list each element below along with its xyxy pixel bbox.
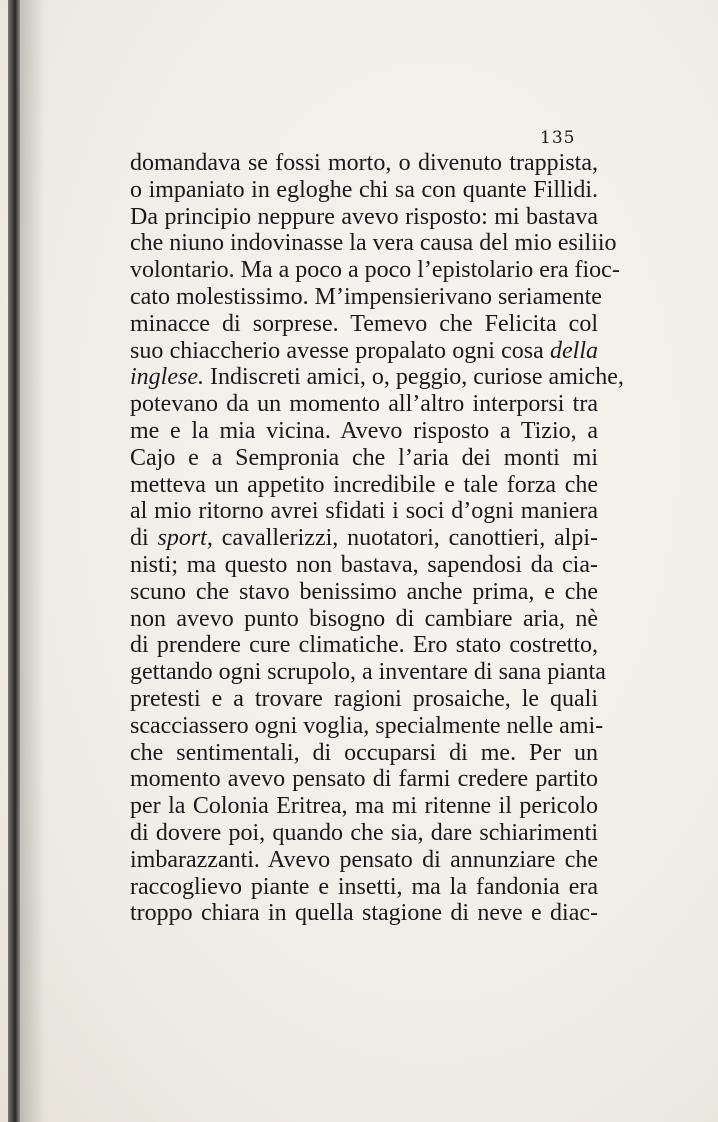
text-line — [130, 230, 617, 257]
text-segment: Cajo e a Sempronia che l’aria dei monti mi — [130, 444, 598, 471]
italic-text: inglese. — [130, 364, 204, 391]
text-line — [130, 659, 606, 686]
text-line — [130, 283, 602, 311]
text-line — [130, 686, 598, 713]
text-segment: troppo chiara in quella stagione di neve e diac- — [130, 900, 598, 927]
page-number: 135 — [540, 128, 576, 148]
text-line — [130, 793, 598, 820]
text-segment: domandava se fossi morto, o divenuto trappista, — [130, 150, 598, 176]
text-segment: imbarazzanti. Avevo pensato di annunziare che — [130, 846, 598, 873]
text-line — [130, 820, 598, 847]
text-segment: nisti; ma questo non bastava, sapendosi da cia- — [130, 551, 598, 578]
text-line — [130, 766, 598, 793]
text-line — [130, 498, 598, 525]
text-segment: non avevo punto bisogno di cambiare aria, nè — [130, 605, 598, 632]
text-segment: di — [130, 525, 158, 552]
text-segment: raccoglievo piante e insetti, ma la fandonia era — [130, 873, 598, 900]
text-line — [130, 177, 598, 204]
text-line — [130, 740, 598, 767]
text-segment: che sentimentali, di occuparsi di me. Per un — [130, 739, 598, 766]
text-segment: metteva un appetito incredibile e tale forza che — [130, 471, 598, 498]
text-segment: gettando ogni scrupolo, a inventare di sana pianta — [130, 659, 606, 686]
text-line — [130, 552, 598, 579]
text-line — [130, 712, 604, 740]
text-segment: che niuno indovinasse la vera causa del mio esiliio — [130, 230, 617, 257]
text-line — [130, 579, 598, 606]
text-line — [130, 338, 598, 365]
text-line — [130, 418, 598, 445]
text-segment: Indiscreti amici, o, peggio, curiose amiche, — [203, 364, 624, 391]
text-segment: minacce di sorprese. Temevo che Felicita col — [130, 310, 598, 337]
italic-text: sport, — [157, 525, 213, 552]
text-line — [130, 204, 598, 231]
text-segment: Da principio neppure avevo risposto: mi bastava — [130, 203, 598, 230]
text-line — [130, 391, 598, 418]
text-line — [130, 311, 598, 338]
text-segment: cavallerizzi, nuotatori, canottieri, alpi- — [212, 525, 598, 552]
text-line — [130, 445, 598, 472]
text-segment: volontario. Ma a poco a poco l’epistolario era fioc- — [130, 257, 620, 284]
body-text — [130, 150, 624, 927]
text-line — [130, 364, 624, 391]
text-segment: di dovere poi, quando che sia, dare schiarimenti — [130, 819, 598, 846]
text-line — [130, 900, 598, 927]
book-spine — [8, 0, 20, 1122]
text-line — [130, 472, 598, 499]
text-segment: pretesti e a trovare ragioni prosaiche, le quali — [130, 685, 598, 712]
text-segment: al mio ritorno avrei sfidati i soci d’ogni maniera — [130, 498, 598, 525]
text-line — [130, 525, 598, 552]
italic-text: della — [550, 337, 598, 364]
text-line — [130, 606, 598, 633]
text-segment: cato molestissimo. M’impensierivano seriamente — [130, 283, 602, 310]
text-line — [130, 847, 598, 874]
spine-shadow — [20, 0, 46, 1122]
text-segment: per la Colonia Eritrea, ma mi ritenne il pericolo — [130, 793, 598, 820]
text-segment: di prendere cure climatiche. Ero stato costretto, — [130, 632, 598, 659]
text-segment: me e la mia vicina. Avevo risposto a Tizio, a — [130, 417, 598, 444]
text-segment: scacciassero ogni voglia, specialmente nelle ami- — [130, 712, 604, 739]
text-segment: suo chiaccherio avesse propalato ogni cosa — [130, 337, 550, 364]
text-line — [130, 257, 620, 284]
text-line — [130, 150, 598, 177]
text-segment: momento avevo pensato di farmi credere partito — [130, 766, 598, 793]
text-segment: scuno che stavo benissimo anche prima, e che — [130, 578, 598, 605]
text-segment: o impaniato in egloghe chi sa con quante Fillidi. — [130, 176, 598, 203]
text-segment: potevano da un momento all’altro interporsi tra — [130, 391, 598, 418]
text-line — [130, 632, 598, 659]
text-line — [130, 874, 598, 901]
